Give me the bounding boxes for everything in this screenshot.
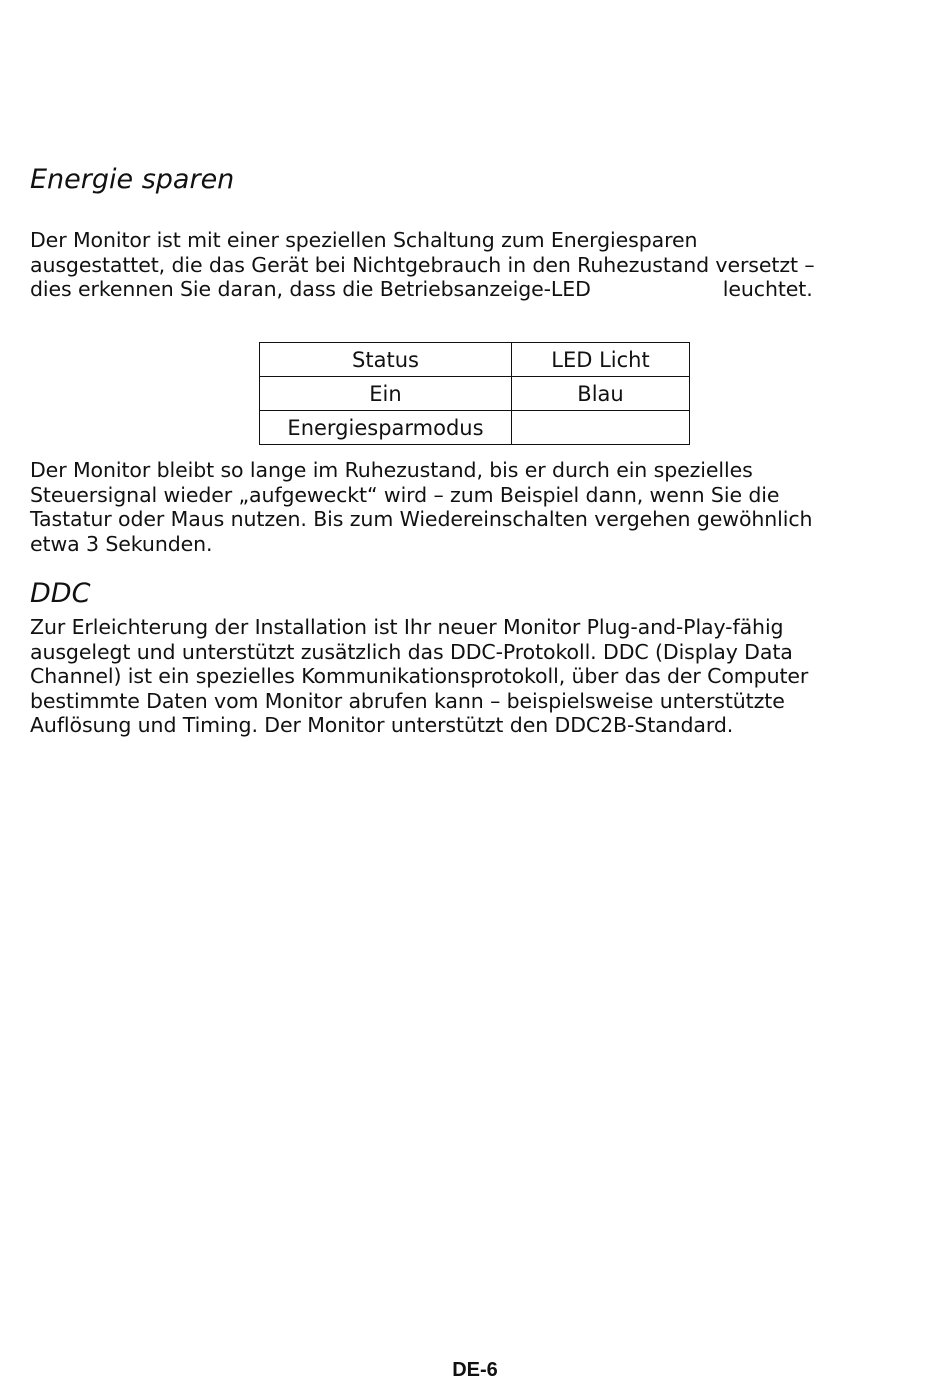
table-cell: Blau <box>512 377 690 411</box>
text-line <box>30 277 930 302</box>
table-row <box>260 377 690 411</box>
text-line: bestimmte Daten vom Monitor abrufen kann – beispielsweise unterstützte <box>30 688 785 713</box>
ddc-paragraph <box>30 615 930 738</box>
section-title-ddc: DDC <box>30 578 91 609</box>
text-line: etwa 3 Sekunden. <box>30 531 213 556</box>
text-line: Der Monitor ist mit einer speziellen Schaltung zum Energiesparen <box>30 228 698 252</box>
table-row <box>260 411 690 445</box>
text-fragment: leuchtet. <box>722 277 813 302</box>
table-cell: Energiesparmodus <box>260 411 512 445</box>
page-number: DE-6 <box>452 1359 498 1381</box>
energy-saving-intro <box>30 228 930 302</box>
table-cell <box>512 411 690 445</box>
text-fragment: dies erkennen Sie daran, dass die Betriebsanzeige-LED <box>30 277 591 302</box>
text-line: Tastatur oder Maus nutzen. Bis zum Wiedereinschalten vergehen gewöhnlich <box>30 507 813 532</box>
text-line: ausgestattet, die das Gerät bei Nichtgebrauch in den Ruhezustand versetzt – <box>30 252 815 277</box>
text-line: Auflösung und Timing. Der Monitor unterstützt den DDC2B-Standard. <box>30 713 734 738</box>
text-line: Steuersignal wieder „aufgeweckt“ wird – zum Beispiel dann, wenn Sie die <box>30 482 780 507</box>
table-header-cell: LED Licht <box>512 343 690 377</box>
text-line: Zur Erleichterung der Installation ist Ihr neuer Monitor Plug-and-Play-fähig <box>30 615 784 639</box>
table-header-row <box>260 343 690 377</box>
section-title-energie-sparen: Energie sparen <box>30 164 235 195</box>
text-line: Der Monitor bleibt so lange im Ruhezustand, bis er durch ein spezielles <box>30 458 753 482</box>
led-status-table <box>259 342 690 445</box>
table-cell: Ein <box>260 377 512 411</box>
table-header-cell: Status <box>260 343 512 377</box>
text-line: ausgelegt und unterstützt zusätzlich das DDC-Protokoll. DDC (Display Data <box>30 639 793 664</box>
text-line: Channel) ist ein spezielles Kommunikationsprotokoll, über das der Computer <box>30 664 809 689</box>
sleep-mode-paragraph <box>30 458 930 556</box>
